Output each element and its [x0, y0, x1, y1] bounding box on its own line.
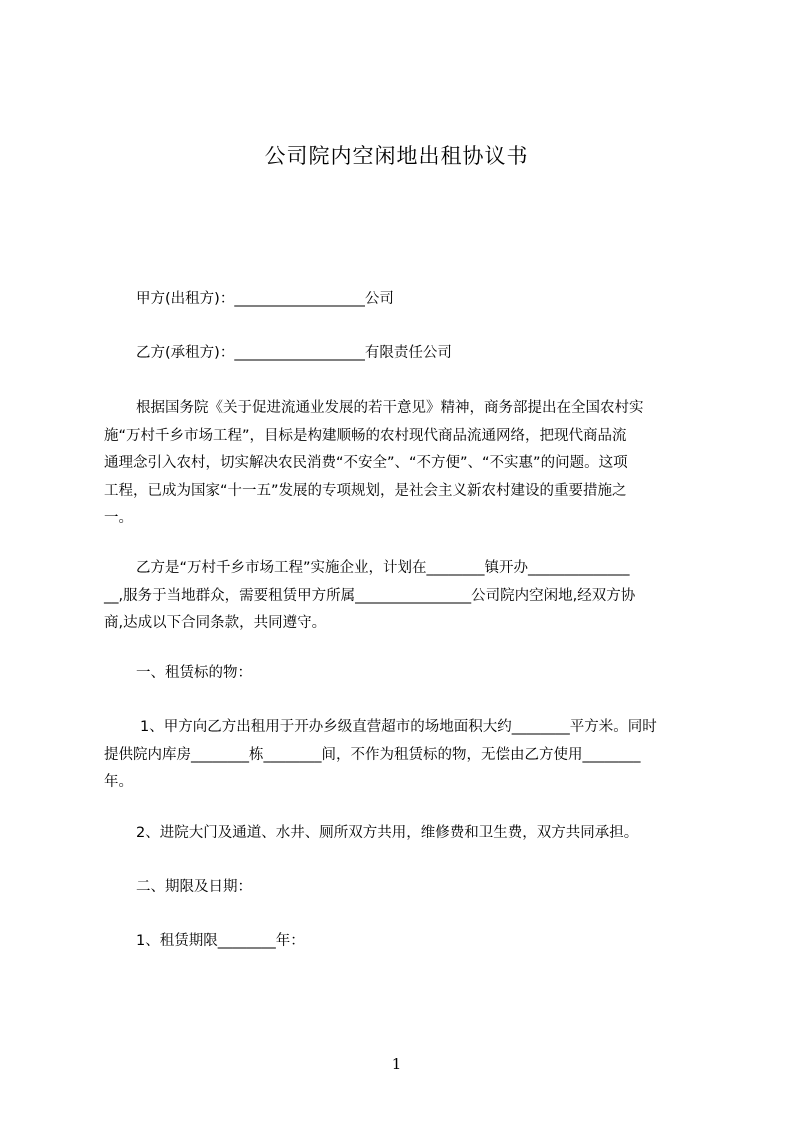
clause-text: 1、租赁期限________年：: [136, 933, 305, 949]
clause-1-2-paragraph: [104, 820, 736, 848]
section-2-heading: [104, 874, 736, 902]
paragraph-line: 乙方是“万村千乡市场工程”实施企业，计划在________镇开办______________: [136, 560, 630, 576]
paragraph-line: 施“万村千乡市场工程”，目标是构建顺畅的农村现代商品流通网络，把现代商品流: [104, 427, 627, 444]
section-heading-text: 二、期限及日期：: [136, 879, 252, 895]
paragraph-line: 商,达成以下合同条款，共同遵守。: [104, 615, 327, 631]
clause-2-1-paragraph: [104, 928, 736, 956]
section-1-heading: [104, 660, 736, 688]
clause-1-1-paragraph: [104, 714, 704, 797]
party-a-line: [104, 286, 736, 314]
document-title: 公司院内空闲地出租协议书: [264, 144, 529, 168]
paragraph-line: 年。: [104, 774, 133, 790]
section-heading-text: 一、租赁标的物：: [136, 665, 252, 681]
party-b-text: 乙方(承租方)：__________________有限责任公司: [136, 345, 452, 361]
paragraph-line: 工程，已成为国家“十一五”发展的专项规划，是社会主义新农村建设的重要措施之: [104, 482, 627, 499]
page-number: 1: [391, 1055, 402, 1073]
paragraph-line: 通理念引入农村，切实解决农民消费“不安全”、“不方便”、“不实惠”的问题。这项: [104, 455, 628, 471]
background-paragraph: [104, 395, 704, 533]
party-b-line: [104, 340, 736, 368]
paragraph-line: __,服务于当地群众，需要租赁甲方所属________________公司院内空闲地,经双方协: [104, 587, 636, 604]
paragraph-line: 提供院内库房________栋________间，不作为租赁标的物，无偿由乙方使用________: [104, 746, 641, 763]
party-b-intro-paragraph: [104, 555, 704, 638]
paragraph-line: 1、甲方向乙方出租用于开办乡级直营超市的场地面积大约________平方米。同时: [140, 719, 657, 735]
clause-text: 2、进院大门及通道、水井、厕所双方共用，维修费和卫生费，双方共同承担。: [136, 825, 639, 841]
party-a-text: 甲方(出租方)：__________________公司: [136, 291, 394, 307]
paragraph-line: 根据国务院《关于促进流通业发展的若干意见》精神，商务部提出在全国农村实: [136, 400, 644, 416]
paragraph-line: 一。: [104, 510, 133, 526]
